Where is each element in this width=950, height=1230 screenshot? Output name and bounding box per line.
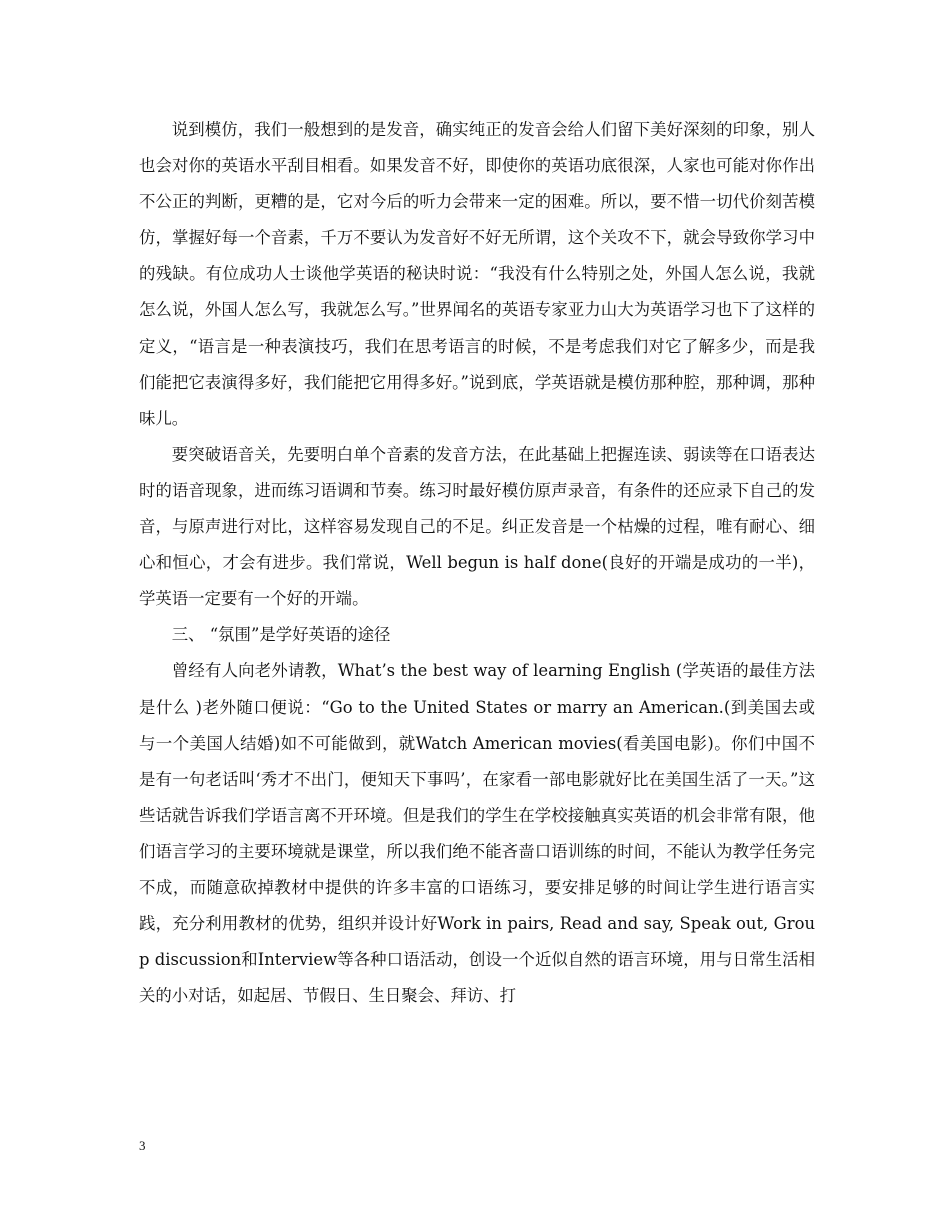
body-text	[139, 112, 815, 1014]
paragraph-environment: 曾经有人向老外请教，What’s the best way of learning English (学英语的最佳方法是什么 )老外随口便说：“Go to the United States or marry an American.(到美国去或与一个美国人结婚)如不可能做到，就Watch American movies(看美国电影)。你们中国不是有一句老话叫‘秀才不出门，便知天下事吗’，在家看一部电影就好比在美国生活了一天。”这些话就告诉我们学语言离不开环境。但是我们的学生在学校接触真实英语的机会非常有限，他们语言学习的主要环境就是课堂，所以我们绝不能吝啬口语训练的时间，不能认为教学任务完不成，而随意砍掉教材中提供的许多丰富的口语练习，要安排足够的时间让学生进行语言实践，充分利用教材的优势，组织并设计好Work in pairs, Read and say, Speak out, Group discussion和Interview等各种口语活动，创设一个近似自然的语言环境，用与日常生活相关的小对话，如起居、节假日、生日聚会、拜访、打	[139, 661, 815, 1006]
page-number: 3	[139, 1138, 146, 1153]
paragraph-pronunciation: 要突破语音关，先要明白单个音素的发音方法，在此基础上把握连读、弱读等在口语表达时的语音现象，进而练习语调和节奏。练习时最好模仿原声录音，有条件的还应录下自己的发音，与原声进行对比，这样容易发现自己的不足。纠正发音是一个枯燥的过程，唯有耐心、细心和恒心，才会有进步。我们常说，Well begun is half done(良好的开端是成功的一半)，学英语一定要有一个好的开端。	[139, 444, 815, 609]
paragraph-imitation: 说到模仿，我们一般想到的是发音，确实纯正的发音会给人们留下美好深刻的印象，别人也会对你的英语水平刮目相看。如果发音不好，即使你的英语功底很深，人家也可能对你作出不公正的判断，更糟的是，它对今后的听力会带来一定的困难。所以，要不惜一切代价刻苦模仿，掌握好每一个音素，千万不要认为发音好不好无所谓，这个关攻不下，就会导致你学习中的残缺。有位成功人士谈他学英语的秘诀时说：“我没有什么特别之处，外国人怎么说，我就怎么说，外国人怎么写，我就怎么写。”世界闻名的英语专家亚力山大为英语学习也下了这样的定义，“语言是一种表演技巧，我们在思考语言的时候，不是考虑我们对它了解多少，而是我们能把它表演得多好，我们能把它用得多好。”说到底，学英语就是模仿那种腔，那种调，那种味儿。	[139, 120, 815, 428]
section-heading: 三、 “氛围”是学好英语的途径	[171, 625, 391, 645]
